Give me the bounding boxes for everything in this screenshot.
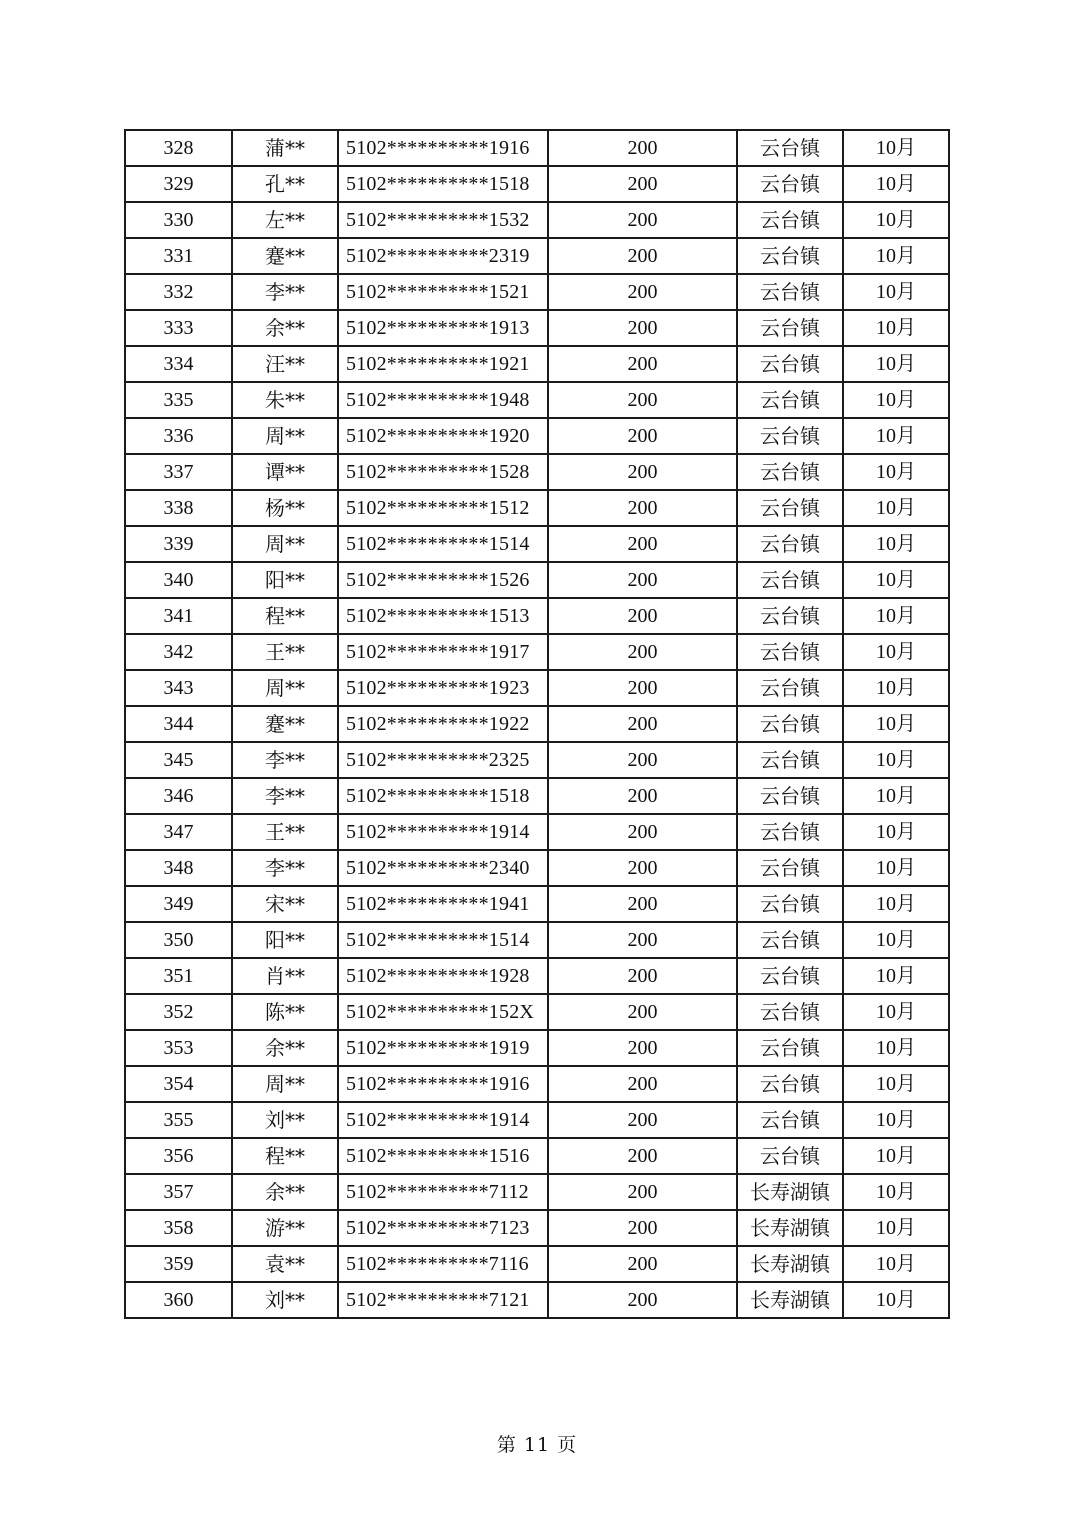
name-cell: 周** [232,1066,338,1102]
amount-cell: 200 [548,310,737,346]
amount-cell: 200 [548,562,737,598]
town-cell: 云台镇 [737,490,843,526]
month-cell: 10月 [843,850,949,886]
month-cell: 10月 [843,634,949,670]
name-cell: 袁** [232,1246,338,1282]
name-cell: 蹇** [232,706,338,742]
month-cell: 10月 [843,922,949,958]
month-cell: 10月 [843,454,949,490]
month-cell: 10月 [843,1030,949,1066]
amount-cell: 200 [548,1030,737,1066]
amount-cell: 200 [548,490,737,526]
table-row [125,202,949,238]
town-cell: 云台镇 [737,742,843,778]
name-cell: 阳** [232,562,338,598]
month-cell: 10月 [843,706,949,742]
table-row [125,418,949,454]
name-cell: 余** [232,1030,338,1066]
name-cell: 宋** [232,886,338,922]
town-cell: 云台镇 [737,778,843,814]
id-number-cell: 5102**********1948 [338,382,548,418]
row-number-cell: 360 [125,1282,232,1318]
month-cell: 10月 [843,1246,949,1282]
id-number-cell: 5102**********1920 [338,418,548,454]
row-number-cell: 356 [125,1138,232,1174]
table-row [125,742,949,778]
amount-cell: 200 [548,1138,737,1174]
row-number-cell: 334 [125,346,232,382]
id-number-cell: 5102**********7116 [338,1246,548,1282]
row-number-cell: 343 [125,670,232,706]
id-number-cell: 5102**********1916 [338,1066,548,1102]
table-row [125,670,949,706]
name-cell: 谭** [232,454,338,490]
name-cell: 李** [232,742,338,778]
amount-cell: 200 [548,634,737,670]
table-row [125,346,949,382]
town-cell: 云台镇 [737,1102,843,1138]
month-cell: 10月 [843,1174,949,1210]
town-cell: 云台镇 [737,202,843,238]
row-number-cell: 336 [125,418,232,454]
page-number-footer: 第 11 页 [496,1434,578,1456]
table-row [125,814,949,850]
month-cell: 10月 [843,886,949,922]
amount-cell: 200 [548,922,737,958]
id-number-cell: 5102**********1941 [338,886,548,922]
amount-cell: 200 [548,274,737,310]
name-cell: 阳** [232,922,338,958]
name-cell: 陈** [232,994,338,1030]
month-cell: 10月 [843,490,949,526]
roster-table-body [125,130,949,1318]
amount-cell: 200 [548,778,737,814]
row-number-cell: 329 [125,166,232,202]
roster-table [124,129,950,1319]
row-number-cell: 355 [125,1102,232,1138]
row-number-cell: 353 [125,1030,232,1066]
table-row [125,922,949,958]
row-number-cell: 342 [125,634,232,670]
amount-cell: 200 [548,994,737,1030]
table-row [125,1066,949,1102]
table-row [125,1246,949,1282]
month-cell: 10月 [843,166,949,202]
row-number-cell: 332 [125,274,232,310]
month-cell: 10月 [843,130,949,166]
month-cell: 10月 [843,562,949,598]
id-number-cell: 5102**********2325 [338,742,548,778]
amount-cell: 200 [548,958,737,994]
town-cell: 云台镇 [737,526,843,562]
amount-cell: 200 [548,526,737,562]
month-cell: 10月 [843,346,949,382]
table-row [125,490,949,526]
amount-cell: 200 [548,1210,737,1246]
id-number-cell: 5102**********1916 [338,130,548,166]
town-cell: 云台镇 [737,958,843,994]
amount-cell: 200 [548,346,737,382]
name-cell: 杨** [232,490,338,526]
row-number-cell: 344 [125,706,232,742]
amount-cell: 200 [548,382,737,418]
row-number-cell: 347 [125,814,232,850]
row-number-cell: 338 [125,490,232,526]
id-number-cell: 5102**********2319 [338,238,548,274]
table-row [125,382,949,418]
amount-cell: 200 [548,1066,737,1102]
town-cell: 云台镇 [737,886,843,922]
id-number-cell: 5102**********7123 [338,1210,548,1246]
id-number-cell: 5102**********152X [338,994,548,1030]
name-cell: 蒲** [232,130,338,166]
row-number-cell: 349 [125,886,232,922]
row-number-cell: 351 [125,958,232,994]
table-row [125,994,949,1030]
name-cell: 游** [232,1210,338,1246]
month-cell: 10月 [843,310,949,346]
id-number-cell: 5102**********7121 [338,1282,548,1318]
amount-cell: 200 [548,1102,737,1138]
town-cell: 云台镇 [737,310,843,346]
id-number-cell: 5102**********1514 [338,922,548,958]
town-cell: 云台镇 [737,418,843,454]
name-cell: 汪** [232,346,338,382]
town-cell: 云台镇 [737,130,843,166]
amount-cell: 200 [548,706,737,742]
name-cell: 周** [232,418,338,454]
amount-cell: 200 [548,886,737,922]
table-row [125,130,949,166]
name-cell: 周** [232,526,338,562]
month-cell: 10月 [843,994,949,1030]
amount-cell: 200 [548,850,737,886]
town-cell: 云台镇 [737,670,843,706]
amount-cell: 200 [548,166,737,202]
name-cell: 周** [232,670,338,706]
name-cell: 左** [232,202,338,238]
town-cell: 云台镇 [737,994,843,1030]
name-cell: 蹇** [232,238,338,274]
id-number-cell: 5102**********1516 [338,1138,548,1174]
id-number-cell: 5102**********1526 [338,562,548,598]
table-row [125,634,949,670]
town-cell: 长寿湖镇 [737,1174,843,1210]
table-row [125,1138,949,1174]
table-row [125,886,949,922]
table-row [125,958,949,994]
table-row [125,850,949,886]
row-number-cell: 340 [125,562,232,598]
table-row [125,598,949,634]
row-number-cell: 352 [125,994,232,1030]
table-row [125,526,949,562]
month-cell: 10月 [843,526,949,562]
town-cell: 云台镇 [737,382,843,418]
month-cell: 10月 [843,742,949,778]
row-number-cell: 346 [125,778,232,814]
month-cell: 10月 [843,778,949,814]
town-cell: 云台镇 [737,346,843,382]
name-cell: 李** [232,274,338,310]
table-row [125,274,949,310]
table-row [125,310,949,346]
id-number-cell: 5102**********1528 [338,454,548,490]
town-cell: 云台镇 [737,814,843,850]
name-cell: 余** [232,1174,338,1210]
table-row [125,562,949,598]
row-number-cell: 345 [125,742,232,778]
row-number-cell: 357 [125,1174,232,1210]
row-number-cell: 350 [125,922,232,958]
name-cell: 孔** [232,166,338,202]
table-row [125,778,949,814]
name-cell: 刘** [232,1282,338,1318]
month-cell: 10月 [843,1210,949,1246]
id-number-cell: 5102**********1518 [338,778,548,814]
name-cell: 程** [232,1138,338,1174]
town-cell: 云台镇 [737,1066,843,1102]
amount-cell: 200 [548,202,737,238]
table-row [125,1102,949,1138]
name-cell: 王** [232,634,338,670]
row-number-cell: 331 [125,238,232,274]
id-number-cell: 5102**********1928 [338,958,548,994]
id-number-cell: 5102**********1513 [338,598,548,634]
row-number-cell: 358 [125,1210,232,1246]
town-cell: 长寿湖镇 [737,1210,843,1246]
id-number-cell: 5102**********1919 [338,1030,548,1066]
row-number-cell: 341 [125,598,232,634]
name-cell: 李** [232,778,338,814]
row-number-cell: 330 [125,202,232,238]
amount-cell: 200 [548,418,737,454]
town-cell: 云台镇 [737,706,843,742]
table-row [125,1282,949,1318]
month-cell: 10月 [843,418,949,454]
id-number-cell: 5102**********1922 [338,706,548,742]
amount-cell: 200 [548,742,737,778]
id-number-cell: 5102**********7112 [338,1174,548,1210]
id-number-cell: 5102**********1921 [338,346,548,382]
id-number-cell: 5102**********1914 [338,1102,548,1138]
month-cell: 10月 [843,1066,949,1102]
month-cell: 10月 [843,202,949,238]
table-row [125,1210,949,1246]
month-cell: 10月 [843,1102,949,1138]
table-row [125,454,949,490]
month-cell: 10月 [843,670,949,706]
amount-cell: 200 [548,130,737,166]
town-cell: 云台镇 [737,274,843,310]
amount-cell: 200 [548,598,737,634]
id-number-cell: 5102**********1913 [338,310,548,346]
row-number-cell: 333 [125,310,232,346]
name-cell: 王** [232,814,338,850]
id-number-cell: 5102**********2340 [338,850,548,886]
town-cell: 云台镇 [737,634,843,670]
table-row [125,238,949,274]
town-cell: 云台镇 [737,166,843,202]
id-number-cell: 5102**********1514 [338,526,548,562]
id-number-cell: 5102**********1914 [338,814,548,850]
id-number-cell: 5102**********1518 [338,166,548,202]
row-number-cell: 354 [125,1066,232,1102]
month-cell: 10月 [843,958,949,994]
name-cell: 朱** [232,382,338,418]
name-cell: 余** [232,310,338,346]
row-number-cell: 339 [125,526,232,562]
row-number-cell: 348 [125,850,232,886]
amount-cell: 200 [548,1174,737,1210]
month-cell: 10月 [843,238,949,274]
id-number-cell: 5102**********1923 [338,670,548,706]
id-number-cell: 5102**********1917 [338,634,548,670]
month-cell: 10月 [843,598,949,634]
town-cell: 云台镇 [737,238,843,274]
table-row [125,706,949,742]
town-cell: 云台镇 [737,454,843,490]
row-number-cell: 335 [125,382,232,418]
table-row [125,166,949,202]
row-number-cell: 337 [125,454,232,490]
month-cell: 10月 [843,814,949,850]
name-cell: 程** [232,598,338,634]
town-cell: 长寿湖镇 [737,1282,843,1318]
amount-cell: 200 [548,238,737,274]
town-cell: 云台镇 [737,598,843,634]
month-cell: 10月 [843,274,949,310]
id-number-cell: 5102**********1512 [338,490,548,526]
table-row [125,1174,949,1210]
month-cell: 10月 [843,1282,949,1318]
town-cell: 长寿湖镇 [737,1246,843,1282]
name-cell: 李** [232,850,338,886]
amount-cell: 200 [548,670,737,706]
row-number-cell: 328 [125,130,232,166]
month-cell: 10月 [843,382,949,418]
amount-cell: 200 [548,1282,737,1318]
month-cell: 10月 [843,1138,949,1174]
table-row [125,1030,949,1066]
town-cell: 云台镇 [737,850,843,886]
id-number-cell: 5102**********1521 [338,274,548,310]
town-cell: 云台镇 [737,1138,843,1174]
town-cell: 云台镇 [737,1030,843,1066]
name-cell: 刘** [232,1102,338,1138]
amount-cell: 200 [548,454,737,490]
amount-cell: 200 [548,1246,737,1282]
row-number-cell: 359 [125,1246,232,1282]
town-cell: 云台镇 [737,922,843,958]
amount-cell: 200 [548,814,737,850]
town-cell: 云台镇 [737,562,843,598]
id-number-cell: 5102**********1532 [338,202,548,238]
name-cell: 肖** [232,958,338,994]
